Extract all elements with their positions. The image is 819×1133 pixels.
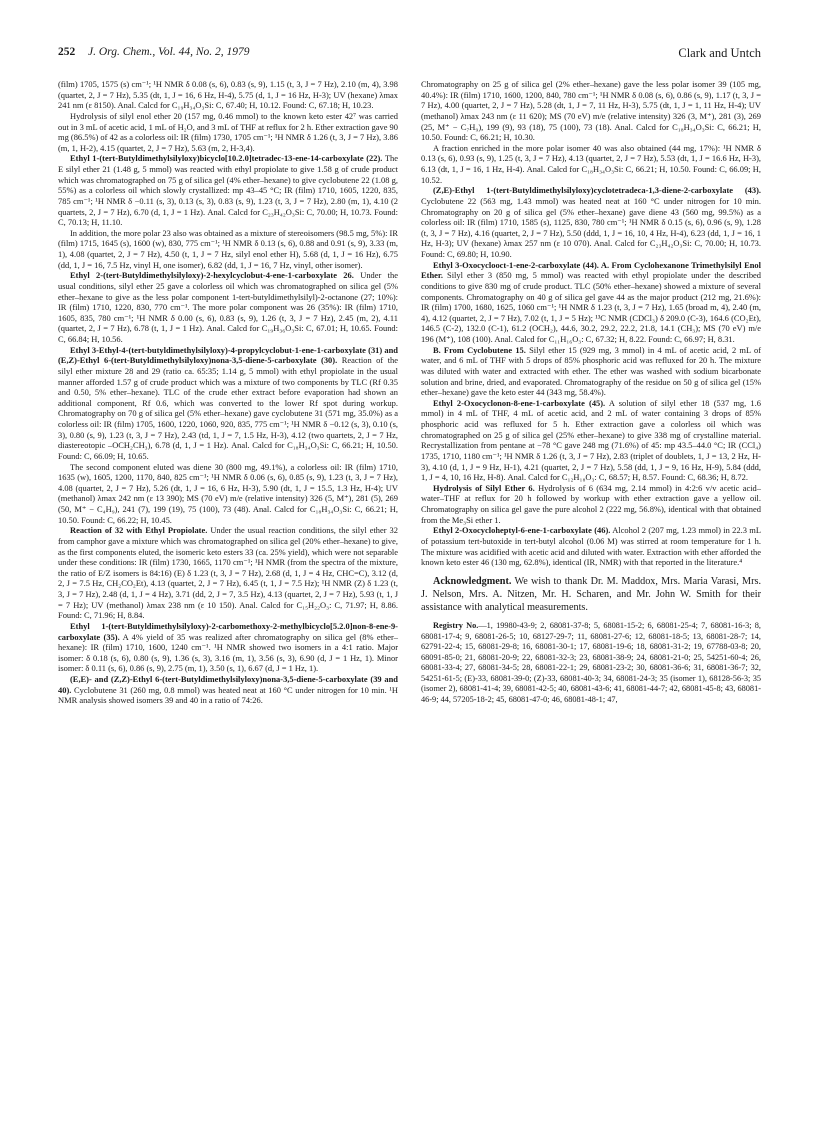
paragraph-body: We wish to thank Dr. M. Maddox, Mrs. Maria Varasi, Mrs. J. Nelson, Mrs. A. Nitzen, Mr. H. Scharen, and Mr. John W. Smith for their assistance with analytical measurements.	[421, 575, 761, 613]
paragraph	[58, 79, 398, 111]
paragraph-body: Cyclobutene 31 (260 mg, 0.8 mmol) was heated neat at 160 °C under nitrogen for 10 min. ¹H NMR analysis showed isomers 39 and 40 in a ratio of 74:26.	[58, 684, 398, 706]
registry-paragraph	[421, 621, 761, 705]
paragraph-body: —1, 19980-43-9; 2, 68081-37-8; 5, 68081-15-2; 6, 68081-25-4; 7, 68081-16-3; 8, 68081-17-4; 9, 68081-26-5; 10, 68127-29-7; 11, 68081-27-6; 12, 68081-18-5; 13, 68081-28-7; 14, 62791-22-4; 15, 68081-29-8; 16, 68081-30-1; 17, 68081-19-6; 18, 68081-31-2; 19, 67788-03-8; 20, 68091-85-0; 21, 68081-20-9; 22, 68081-32-3; 23, 68081-38-9; 24, 68081-21-0; 25, 54251-60-4; 26, 68081-33-4; 27, 68081-34-5; 28, 68081-22-1; 29, 68081-23-2; 30, 68081-36-6; 31, 68081-36-7; 32, 54251-61-5; (E)-33, 68081-39-0; (Z)-33, 68081-40-3; 34, 68081-24-3; 35 (isomer 1), 68128-56-3; 35 (isomer 2), 68081-41-4; 39, 68081-42-5; 40, 68081-43-6; 41, 68081-44-7; 42, 68081-45-8; 43, 68081-46-9; 44, 57205-18-2; 45, 68081-47-0; 46, 68081-48-1; 47,	[421, 621, 761, 704]
left-column	[58, 79, 398, 706]
paragraph-body: Under the usual conditions, silyl ether 25 gave a colorless oil which was chromatographed on silica gel (5% ether–hexane to give as the less polar component 1-tert-butyldimethylsilyl)-2-octanone (27; 10%): IR (film) 1710, 1220, 830, 770 cm⁻¹. The more polar component was 26 (35%): IR (film) 1710, 1605, 835, 780 cm⁻¹; ¹H NMR δ 0.00 (s, 6), 0.83 (s, 9), 1.26 (t, 3, J = 7 Hz), 2.45 (m, 2), 4.11 (quartet, 2, J = 7 Hz), 6.78 (t, 1, J = 1 Hz). Anal. Calcd for C₁₉H₃₆O₃Si: C, 67.01; H, 10.65. Found: C, 66.84; H, 10.56.	[58, 270, 398, 344]
paragraph	[58, 462, 398, 526]
paragraph-heading: Ethyl 2-Oxocyclonon-8-ene-1-carboxylate (45).	[433, 397, 606, 408]
paragraph-body: Alcohol 2 (207 mg, 1.23 mmol) in 22.3 mL of potassium tert-butoxide in tert-butyl alcohol (0.06 M) was stirred at room temperature for 1 h. The mixture was acidified with acetic acid and diluted with water. Extraction with ether afforded the known keto ester 46 (130 mg, 62.8%), identical (IR, NMR) with that reported in the literature.⁴	[421, 525, 761, 568]
running-authors: Clark and Untch	[678, 46, 761, 60]
paragraph-body: Hydrolysis of 6 (634 mg, 2.14 mmol) in 4:2:6 v/v acetic acid–water–THF at reflux for 20 h followed by workup with ether extraction gave a yellow oil. Chromatography on silica gel gave the pure alcohol 2 (222 mg, 56.8%), identical with that obtained from the Me₃Si ether 1.	[421, 482, 761, 525]
paragraph-heading: Registry No.	[433, 621, 479, 631]
paragraph-body: A fraction enriched in the more polar isomer 40 was also obtained (44 mg, 17%): ¹H NMR δ 0.13 (s, 6), 0.93 (s, 9), 1.25 (t, 3, J = 7 Hz), 4.13 (quartet, 2, J = 7 Hz), 5.53 (dt, 1, J = 16.6 Hz, H-3), 6.13 (dt, 1, J = 16, 1 Hz, H-4). Anal. Calcd for C₁₈H₃₄O₃Si: C, 66.21; H, 10.50. Found: C, 66.09; H, 10.52.	[421, 142, 761, 185]
acknowledgment-paragraph	[421, 575, 761, 614]
paragraph-heading: Ethyl 1-(tert-Butyldimethylsilyloxy)-2-carbomethoxy-2-methylbicyclo[5.2.0]non-8-ene-9-carboxylate (35).	[58, 620, 398, 642]
paragraph	[58, 153, 398, 227]
paragraph	[421, 525, 761, 568]
paragraph	[58, 674, 398, 706]
paragraph-heading: Ethyl 2-Oxocycloheptyl-6-ene-1-carboxylate (46).	[433, 525, 611, 536]
paragraph	[58, 525, 398, 621]
paragraph	[58, 621, 398, 674]
paragraph-body: The E silyl ether 21 (1.48 g, 5 mmol) was reacted with ethyl propiolate to give 1.58 g of crude product which was chromatographed on 75 g of silica gel (4% ether–hexane) to give cyclobutene 22 (1.08 g, 55%) as a colorless oil which slowly crystallized: mp 43–45 °C; IR (film) 1710, 1605, 1220, 835, 785 cm⁻¹; ¹H NMR δ −0.11 (s, 3), 0.13 (s, 3), 0.83 (s, 9), 1.23 (t, 3, J = 7 Hz), 2.80 (m, 1), 4.10 (2 quartets, 2, J = 7 Hz), 6.70 (d, 1, J = 1 Hz). Anal. Calcd for C₂₃H₄₂O₃Si: C, 70.00; H, 10.73. Found: C, 70.13; H, 11.10.	[58, 153, 398, 228]
paragraph-heading: Acknowledgment.	[433, 575, 512, 587]
paragraph-heading: (E,E)- and (Z,Z)-Ethyl 6-(tert-Butyldimethylsilyloxy)nona-3,5-diene-5-carboxylate (39 and 40).	[58, 674, 398, 695]
paragraph-body: Cyclobutene 22 (563 mg, 1.43 mmol) was heated neat at 160 °C under nitrogen for 10 min. Chromatography on 20 g of silica gel (5% ether–hexane) gave diene 43 (560 mg, 99.5%) as a colorless oil: IR (film) 1710, 1585 (s), 1125, 830, 780 cm⁻¹; ¹H NMR δ 0.15 (s, 6), 0.96 (s, 9), 1.28 (t, 3, J = 7 Hz), 4.16 (quartet, 2, J = 7 Hz), 5.50 (ddd, 1, J = 16, 10, 4 Hz, H-4), 6.23 (dd, 1, J = 16, 1 Hz, H-3); UV (hexane) λmax 257 nm (ε 10 070). Anal. Calcd for C₂₃H₄₂O₃Si: C, 70.00; H, 10.73. Found: C, 69.80; H, 10.90.	[421, 195, 761, 259]
right-column	[421, 79, 761, 705]
paragraph-heading: Ethyl 2-(tert-Butyldimethylsilyloxy)-2-hexylcyclobut-4-ene-1-carboxylate 26.	[70, 270, 354, 281]
paragraph-body: Under the usual reaction conditions, the silyl ether 32 from camphor gave a mixture which was chromatographed on silica gel (20% ether–hexane) to give, as the first components eluted, the isomeric keto esters 33 (ca. 25% yield), which were not separable under these conditions: IR (film) 1730, 1665, 1170 cm⁻¹; ¹H NMR (from the spectra of the mixture, the ratio of E/Z isomers is 84:16) (E) δ 1.23 (t, 3, J = 7 Hz), 2.68 (d, 1, J = 4 Hz, CHC=C), 3.12 (d, 2, J = 7.5 Hz, CH₂CO₂Et), 4.13 (quartet, 2, J = 7 Hz), 6.45 (t, 1, J = 7.5 Hz); ¹H NMR (Z) δ 1.23 (t, 3, J = 7 Hz), 2.48 (d, 1, J = 4 Hz), 3.71 (dd, 2, J = 7, 3.5 Hz), 4.13 (quartet, 2, J = 7 Hz), 5.93 (t, 1, J = 7 Hz); UV (methanol) λmax 238 nm (ε 10 150). Anal. Calcd for C₁₅H₂₂O₃: C, 71.97; H, 8.86. Found: C, 71.96; H, 8.84.	[58, 525, 398, 621]
paragraph	[421, 398, 761, 483]
paragraph	[421, 483, 761, 526]
paragraph-body: (film) 1705, 1575 (s) cm⁻¹; ¹H NMR δ 0.08 (s, 6), 0.83 (s, 9), 1.15 (t, 3, J = 7 Hz), 2.10 (m, 4), 3.98 (quartet, 2, J = 7 Hz), 5.35 (dt, 1, J = 16, 6 Hz, H-4), 5.75 (d, 1, J = 16 Hz, H-3); UV (hexane) λmax 241 nm (ε 8150). Anal. Calcd for C₁₉H₃₄O₃Si: C, 67.40; H, 10.12. Found: C, 67.18; H, 10.23.	[58, 79, 398, 111]
paragraph-heading: Ethyl 3-Ethyl-4-(tert-butyldimethylsilyloxy)-4-propylcyclobut-1-ene-1-carboxylate (31) and (E,Z)-Ethyl 6-(tert-Butyldimethylsilyloxy)nona-3,5-diene-5-carboxylate (30).	[58, 344, 398, 366]
paragraph	[58, 270, 398, 344]
paragraph-heading: Ethyl 3-Oxocyclooct-1-ene-2-carboxylate (44). A. From Cyclohexanone Trimethylsilyl Enol Ether.	[421, 259, 761, 281]
paragraph-body: Hydrolysis of silyl enol ether 20 (157 mg, 0.46 mmol) to the known keto ester 42⁷ was carried out in 3 mL of acetic acid, 1 mL of H₂O, and 3 mL of THF at reflux for 2 h. Ether extraction gave 90 mg (86.5%) of 42 as a colorless oil: IR (film) 1730, 1705 cm⁻¹; ¹H NMR δ 1.26 (t, 3, J = 7 Hz), 3.86 (m, 1, H-2), 4.15 (quartet, 2, J = 7 Hz), 5.63 (m, 2, H-3,4).	[58, 110, 398, 153]
paragraph-body: A 4% yield of 35 was realized after chromatography on silica gel (8% ether–hexane): IR (film) 1710, 1600, 1240 cm⁻¹. ¹H NMR showed two isomers in a 4:1 ratio. Major isomer: δ 0.18 (s, 6), 0.80 (s, 9), 1.36 (s, 3), 3.16 (m, 1), 3.56 (s, 3), 6.90 (d, J = 1 Hz, 1). Minor isomer: δ 0.11 (s, 6), 0.86 (s, 9), 2.75 (m, 1), 3.50 (s, 1), 6.67 (d, J = 1 Hz, 1).	[58, 631, 398, 674]
paragraph-heading: Reaction of 32 with Ethyl Propiolate.	[70, 525, 208, 536]
paragraph-heading: Hydrolysis of Silyl Ether 6.	[433, 482, 535, 493]
paragraph-body: Silyl ether 3 (850 mg, 5 mmol) was reacted with ethyl propiolate under the described conditions to give 830 mg of crude product. TLC (50% ether–hexane) showed a mixture of several components. Chromatography on 40 g of silica gel gave 44 as the major product (212 mg, 21.6%): IR (film) 1700, 1680, 1625, 1060 cm⁻¹; ¹H NMR δ 1.23 (t, 3, J = 7 Hz), 1.65 (broad m, 4), 2.40 (m, 4), 4.12 (quartet, 2, J = 7 Hz), 7.02 (t, 1, J = 5 Hz); ¹³C NMR (CDCl₃) δ 209.0 (C-3), 164.6 (CO₂Et), 146.5 (C-2), 132.0 (C-1), 61.2 (OCH₂), 44.6, 30.2, 29.2, 22.2, 21.8, 14.1 (CH₃); MS (70 eV) m/e 196 (M⁺), 108 (100). Anal. Calcd for C₁₁H₁₆O₃: C, 67.32; H, 8.22. Found: C, 66.97; H, 8.31.	[421, 270, 761, 344]
paragraph	[58, 228, 398, 271]
page-number: 252	[58, 46, 76, 58]
paragraph-body: A solution of silyl ether 18 (537 mg, 1.6 mmol) in 4 mL of THF, 4 mL of acetic acid, and 2 mL of water containing 3 drops of 85% phosphoric acid was refluxed for 5 h. Ether extraction gave a colorless oil which was chromatographed on 25 g of silica gel (25% ether–hexane) to give 338 mg of crystalline material. Recrystallization from pentane at −78 °C gave 248 mg (71.6%) of 45: mp 43.5–44.0 °C; IR (CCl₄) 1735, 1710, 1180 cm⁻¹; ¹H NMR δ 1.26 (t, 3, J = 7 Hz), 2.83 (triplet of doublets, 1, J = 13, 2 Hz, H-3), 4.10 (d, 1, J = 9 Hz, H-1), 4.21 (quartet, 2, J = 7 Hz), 5.58 (dd, 1, J = 9, 16 Hz, H-9), 5.84 (ddd, 1, J = 4, 10, 16 Hz, H-8). Anal. Calcd for C₁₂H₁₈O₃: C, 68.57; H, 8.57. Found: C, 68.36; H, 8.72.	[421, 397, 761, 483]
paragraph	[58, 345, 398, 462]
paragraph-body: Silyl ether 15 (929 mg, 3 mmol) in 4 mL of acetic acid, 2 mL of water, and 6 mL of THF with 5 drops of 85% phosphoric acid was refluxed for 20 h. The mixture was diluted with water and extracted with ether. The ether was washed with sodium bicarbonate solution and brine, dried, and evaporated. Chromatography of the residue on 50 g of silica gel (15% ether–hexane) gave the keto ester 44 (343 mg, 58.4%).	[421, 344, 762, 398]
paragraph	[421, 345, 761, 398]
paragraph	[421, 143, 761, 186]
paragraph-body: Reaction of the silyl ether mixture 28 and 29 (ratio ca. 65:35; 1.14 g, 5 mmol) with ethyl propiolate in the usual manner afforded 1.57 g of crude product which was a mixture of two components by TLC (Rf 0.35 and 0.50, 5% ether–hexane). TLC of the crude ether extract before evaporation had shown an additional component, Rf 0.6, which was converted to the lower Rf spot during workup. Chromatography on 70 g of silica gel (5% ether–hexane) gave cyclobutene 31 (571 mg, 35.0%) as a colorless oil: IR (film) 1705, 1600, 1220, 1060, 920, 835, 775 cm⁻¹; ¹H NMR δ −0.12 (s, 3), 0.10 (s, 3), 0.80 (s, 9), 1.23 (t, 3, J = 7 Hz), 2.43 (td, 1, J = 7, 1.5 Hz, H-3), 4.12 (two quartets, 2, J = 7 Hz, diastereotopic –OCH₂CH₃), 6.78 (d, 1, J = 1 Hz). Anal. Calcd for C₁₈H₃₄O₃Si: C, 66.21; H, 10.50. Found: C, 66.09; H, 10.65.	[58, 355, 399, 461]
page-header	[58, 46, 761, 66]
paragraph	[421, 260, 761, 345]
paragraph	[58, 111, 398, 154]
paragraph-heading: (Z,E)-Ethyl 1-(tert-Butyldimethylsilyloxy)cyclotetradeca-1,3-diene-2-carboxylate (43).	[433, 185, 761, 196]
paragraph-body: The second component eluted was diene 30 (800 mg, 49.1%), a colorless oil: IR (film) 1710, 1635 (w), 1605, 1200, 1170, 840, 825 cm⁻¹; ¹H NMR δ 0.06 (s, 6), 0.85 (s, 9), 1.23 (t, 3, J = 7 Hz), 4.08 (quartet, 2, J = 7 Hz), 5.26 (dt, 1, J = 16, 6 Hz, H-3), 5.90 (dt, 1, J = 15.5, 1.3 Hz, H-4); UV (methanol) λmax 242 nm (ε 13 390); MS (70 eV) m/e (relative intensity) 326 (5, M⁺), 281 (5), 269 (50, M⁺ − C₄H₉), 241 (7), 199 (19), 75 (100), 73 (48). Anal. Calcd for C₁₈H₃₄O₃Si: C, 66.21; H, 10.50. Found: C, 66.22; H, 10.45.	[58, 461, 398, 525]
paragraph-heading: Ethyl 1-(tert-Butyldimethylsilyloxy)bicyclo[10.2.0]tetradec-13-ene-14-carboxylate (22).	[70, 153, 383, 164]
paragraph	[421, 185, 761, 259]
paragraph-heading: B. From Cyclobutene 15.	[433, 344, 526, 355]
journal-citation: J. Org. Chem., Vol. 44, No. 2, 1979	[88, 46, 250, 58]
paragraph-body: Chromatography on 25 g of silica gel (2% ether–hexane) gave the less polar isomer 39 (105 mg, 40.4%): IR (film) 1710, 1600, 1200, 840, 780 cm⁻¹; ¹H NMR δ 0.08 (s, 6), 0.86 (s, 9), 1.17 (t, 3, J = 7 Hz), 4.00 (quartet, 2, J = 7 Hz), 5.28 (dt, 1, J = 7, 11 Hz, H-3), 5.75 (dt, 1, J = 1, 11 Hz, H-4); UV (methanol) λmax 243 nm (ε 11 620); MS (70 eV) m/e (relative intensity) 326 (3, M⁺), 281 (3), 269 (25, M⁺ − C₇H₉), 199 (9), 93 (18), 75 (100), 73 (18). Anal. Calcd for C₁₈H₃₄O₃Si: C, 66.21; H, 10.50. Found: C, 66.21; H, 10.30.	[421, 79, 761, 143]
paragraph-body: In addition, the more polar 23 also was obtained as a mixture of stereoisomers (98.5 mg, 5%): IR (film) 1715, 1645 (s), 1600 (w), 830, 775 cm⁻¹; ¹H NMR δ 0.13 (s, 6), 0.88 and 0.91 (s, 9), 3.33 (m, 1), 4.08 (quartet, 2, J = 7 Hz), 4.50 (t, 1, J = 7 Hz, silyl enol ether H), 5.68 (d, 1, J = 16 Hz), 6.75 (dd, 1, J = 16, 7.5 Hz, vinyl H, one isomer), 6.82 (dd, 1, J = 16, 7 Hz, vinyl, other isomer).	[58, 227, 398, 270]
paragraph	[421, 79, 761, 143]
